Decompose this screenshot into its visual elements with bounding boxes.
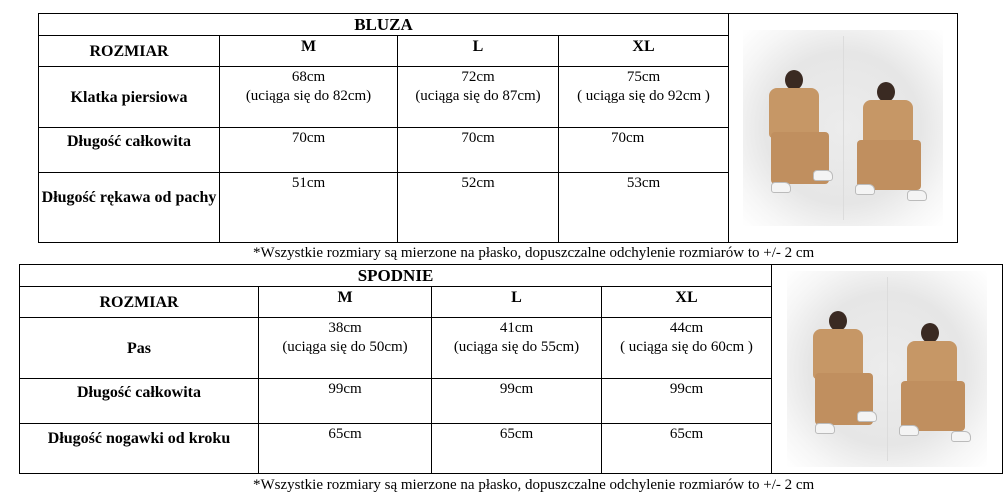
cell-l: 99cm	[432, 379, 602, 424]
cell-m: 51cm	[220, 173, 398, 243]
cell-l	[398, 67, 559, 128]
cell-value: 72cm	[461, 69, 495, 85]
cell-stretch-note: (uciąga się do 87cm)	[415, 88, 541, 104]
cell-xl: 99cm	[602, 379, 772, 424]
size-table-spodnie	[19, 264, 1003, 474]
cell-value: 38cm	[328, 320, 362, 336]
row-label: Klatka piersiowa	[39, 67, 220, 128]
row-label: Długość całkowita	[20, 379, 259, 424]
size-header-xl: XL	[602, 287, 772, 318]
row-label: Długość nogawki od kroku	[20, 424, 259, 474]
cell-value: 44cm	[669, 320, 704, 336]
table-title: SPODNIE	[20, 265, 772, 287]
cell-stretch-note: (uciąga się do 55cm)	[453, 339, 580, 355]
cell-m: 70cm	[220, 128, 398, 173]
row-label: Długość rękawa od pachy	[39, 173, 220, 243]
size-header-label: ROZMIAR	[39, 36, 220, 67]
cell-value: 41cm	[499, 320, 534, 336]
product-photo	[772, 265, 1003, 474]
size-header-m: M	[220, 36, 398, 67]
product-photo-icon	[787, 271, 987, 467]
product-photo	[729, 14, 958, 243]
cell-m	[259, 318, 432, 379]
size-table-bluza	[38, 13, 958, 243]
cell-stretch-note: (uciąga się do 82cm)	[245, 88, 372, 104]
size-header-xl: XL	[559, 36, 729, 67]
table-title: BLUZA	[39, 14, 729, 36]
size-header-l: L	[398, 36, 559, 67]
product-photo-icon	[743, 30, 943, 226]
measurement-note: *Wszystkie rozmiary są mierzone na płasko, dopuszczalne odchylenie rozmiarów to +/- 2 cm	[253, 245, 815, 261]
size-header-l: L	[432, 287, 602, 318]
cell-value: 68cm	[291, 69, 326, 85]
cell-m: 99cm	[259, 379, 432, 424]
cell-m	[220, 67, 398, 128]
measurement-note: *Wszystkie rozmiary są mierzone na płasko, dopuszczalne odchylenie rozmiarów to +/- 2 cm	[253, 477, 815, 493]
cell-stretch-note: ( uciąga się do 60cm )	[620, 339, 753, 355]
cell-value: 75cm	[626, 69, 661, 85]
cell-xl: 65cm	[602, 424, 772, 474]
size-header-label: ROZMIAR	[20, 287, 259, 318]
size-header-m: M	[259, 287, 432, 318]
cell-xl: 70cm	[559, 128, 729, 173]
row-label: Pas	[20, 318, 259, 379]
cell-l: 52cm	[398, 173, 559, 243]
cell-xl	[559, 67, 729, 128]
cell-stretch-note: ( uciąga się do 92cm )	[577, 88, 710, 104]
cell-l: 70cm	[398, 128, 559, 173]
row-label: Długość całkowita	[39, 128, 220, 173]
cell-stretch-note: (uciąga się do 50cm)	[282, 339, 408, 355]
cell-l	[432, 318, 602, 379]
cell-xl: 53cm	[559, 173, 729, 243]
cell-m: 65cm	[259, 424, 432, 474]
cell-l: 65cm	[432, 424, 602, 474]
cell-xl	[602, 318, 772, 379]
